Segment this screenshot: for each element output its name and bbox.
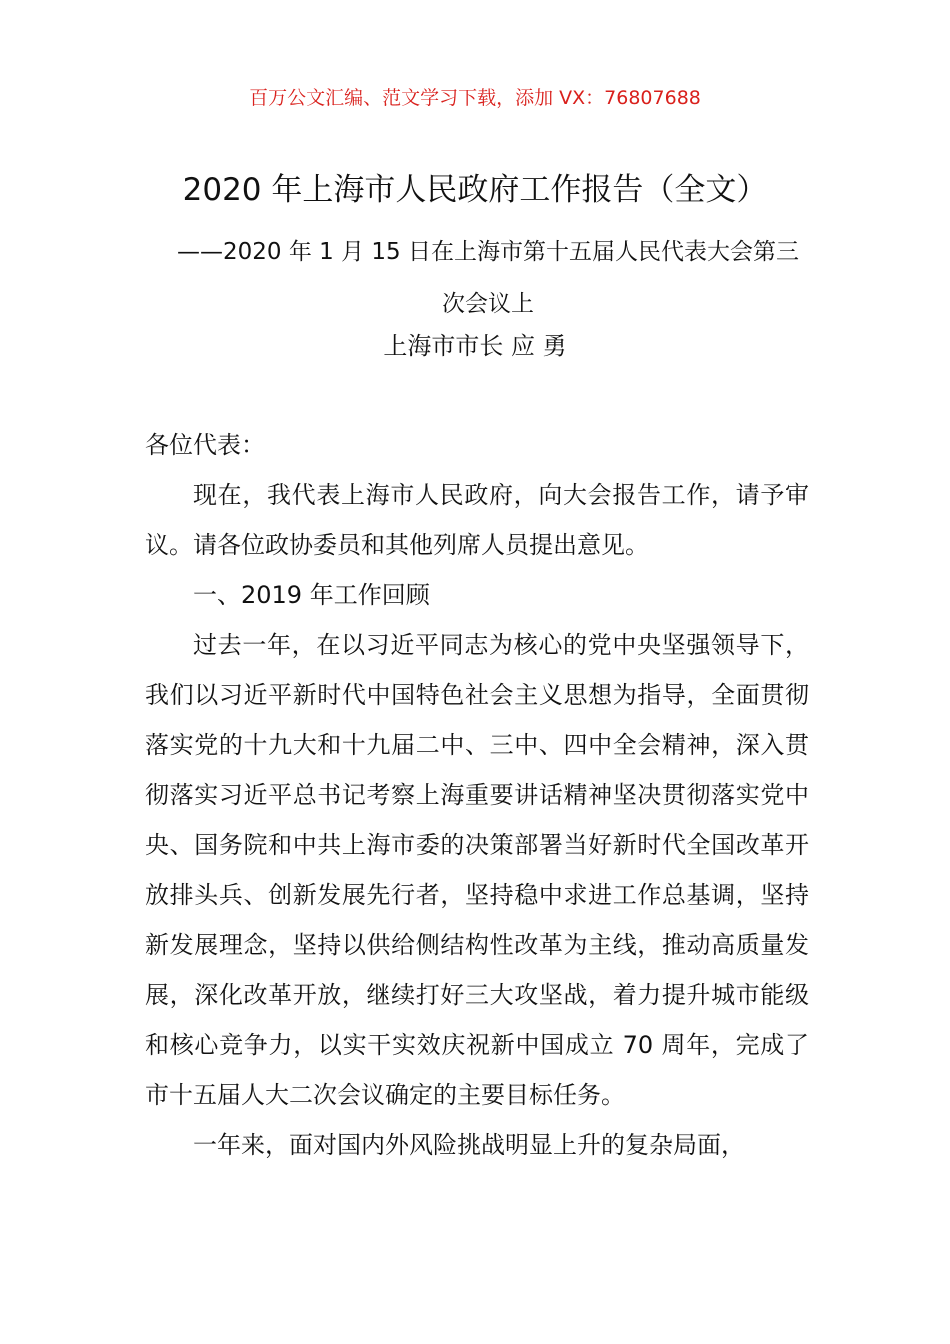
- paragraph: 一年来，面对国内外风险挑战明显上升的复杂局面，: [193, 1131, 745, 1159]
- document-title: 2020 年上海市人民政府工作报告（全文）: [182, 172, 768, 208]
- paragraph: 现在，我代表上海市人民政府，向大会报告工作，请予审议。请各位政协委员和其他列席人员提出意见。: [145, 481, 809, 559]
- salutation: 各位代表：: [145, 431, 265, 459]
- header-note: 百万公文汇编、范文学习下载，添加 VX：76807688: [249, 87, 701, 109]
- body-text: [145, 470, 809, 1170]
- document-author: 上海市市长 应 勇: [383, 332, 567, 360]
- section-heading: 一、2019 年工作回顾: [193, 581, 430, 609]
- document-subtitle: ——2020 年 1 月 15 日在上海市第十五届人民代表大会第三次会议上: [177, 239, 799, 317]
- paragraph: 过去一年，在以习近平同志为核心的党中央坚强领导下，我们以习近平新时代中国特色社会主义思想为指导，全面贯彻落实党的十九大和十九届二中、三中、四中全会精神，深入贯彻落实习近平总书记考察上海重要讲话精神坚决贯彻落实党中央、国务院和中共上海市委的决策部署当好新时代全国改革开放排头兵、创新发展先行者，坚持稳中求进工作总基调，坚持新发展理念，坚持以供给侧结构性改革为主线，推动高质量发展，深化改革开放，继续打好三大攻坚战，着力提升城市能级和核心竞争力，以实干实效庆祝新中国成立 70 周年，完成了市十五届人大二次会议确定的主要目标任务。: [145, 631, 809, 1109]
